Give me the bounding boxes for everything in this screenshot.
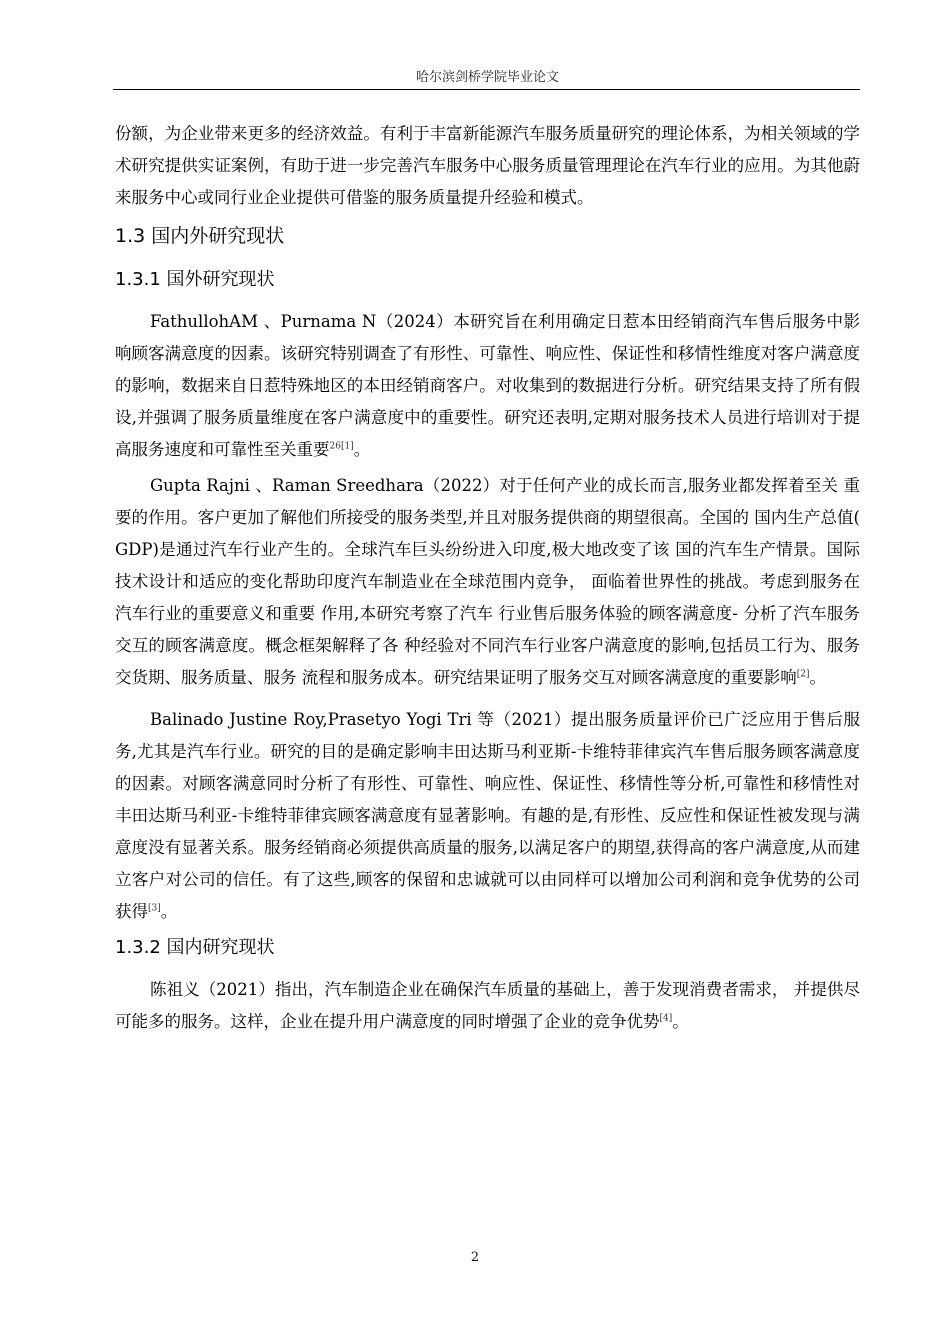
paragraph-text: Gupta Rajni 、Raman Sreedhara（2022）对于任何产业的成长而言,服务业都发挥着至关 重要的作用。客户更加了解他们所接受的服务类型,并且对服务提供商的期望很高。全国的 国内生产总值( GDP)是通过汽车行业产生的。全球汽车巨头纷纷进入印度,极大地改变了该 国的汽车生产情景。国际技术设计和适应的变化帮助印度汽车制造业在全球范围内竞争， 面临着世界性的挑战。考虑到服务在汽车行业的重要意义和重要 作用,本研究考察了汽车 行业售后服务体验的顾客满意度- 分析了汽车服务交互的顾客满意度。概念框架解释了各 种经验对不同汽车行业客户满意度的影响,包括员工行为、服务交货期、服务质量、服务 流程和服务成本。研究结果证明了服务交互对顾客满意度的重要影响: [115, 476, 860, 687]
paragraph-text: 陈祖义（2021）指出，汽车制造企业在确保汽车质量的基础上，善于发现消费者需求， 并提供尽可能多的服务。这样，企业在提升用户满意度的同时增强了企业的竞争优势: [115, 980, 860, 1031]
citation: [2]: [796, 669, 810, 680]
page-body: [115, 118, 860, 1038]
section-heading: 1.3 国内外研究现状: [115, 225, 285, 247]
citation: 26[1]: [329, 441, 354, 452]
paragraph-text: FathullohAM 、Purnama N（2024）本研究旨在利用确定日惹本田经销商汽车售后服务中影响顾客满意度的因素。该研究特别调查了有形性、可靠性、响应性、保证性和移情性维度对客户满意度的影响，数据来自日惹特殊地区的本田经销商客户。对收集到的数据进行分析。研究结果支持了所有假设,并强调了服务质量维度在客户满意度中的重要性。研究还表明,定期对服务技术人员进行培训对于提高服务速度和可靠性至关重要: [115, 312, 860, 459]
paragraph: [115, 306, 860, 466]
paragraph: [115, 470, 860, 694]
paragraph: 份额，为企业带来更多的经济效益。有利于丰富新能源汽车服务质量研究的理论体系，为相关领域的学术研究提供实证案例，有助于进一步完善汽车服务中心服务质量管理理论在汽车行业的应用。为其他蔚来服务中心或同行业企业提供可借鉴的服务质量提升经验和模式。: [115, 124, 860, 207]
page-header: 哈尔滨剑桥学院毕业论文: [415, 70, 559, 85]
header-rule: [113, 89, 860, 90]
paragraph-text: Balinado Justine Roy,Prasetyo Yogi Tri 等（2021）提出服务质量评价已广泛应用于售后服务,尤其是汽车行业。研究的目的是确定影响丰田达斯马利亚斯-卡维特菲律宾汽车售后服务顾客满意度的因素。对顾客满意同时分析了有形性、可靠性、响应性、保证性、移情性等分析,可靠性和移情性对丰田达斯马利亚-卡维特菲律宾顾客满意度有显著影响。有趣的是,有形性、反应性和保证性被发现与满意度没有显著关系。服务经销商必须提供高质量的服务,以满足客户的期望,获得高的客户满意度,从而建立客户对公司的信任。有了这些,顾客的保留和忠诚就可以由同样可以增加公司利润和竞争优势的公司获得: [115, 710, 860, 921]
paragraph-end: 。: [160, 902, 178, 921]
paragraph: [115, 704, 860, 928]
citation: [4]: [659, 1013, 673, 1024]
subsection-heading: 1.3.1 国外研究现状: [115, 269, 275, 290]
citation: [3]: [148, 903, 161, 914]
paragraph-end: 。: [809, 668, 826, 687]
paragraph-end: 。: [672, 1012, 689, 1031]
paragraph: [115, 974, 860, 1038]
paragraph-end: 。: [353, 440, 371, 459]
page-number: 2: [470, 1250, 480, 1265]
subsection-heading: 1.3.2 国内研究现状: [115, 937, 275, 958]
